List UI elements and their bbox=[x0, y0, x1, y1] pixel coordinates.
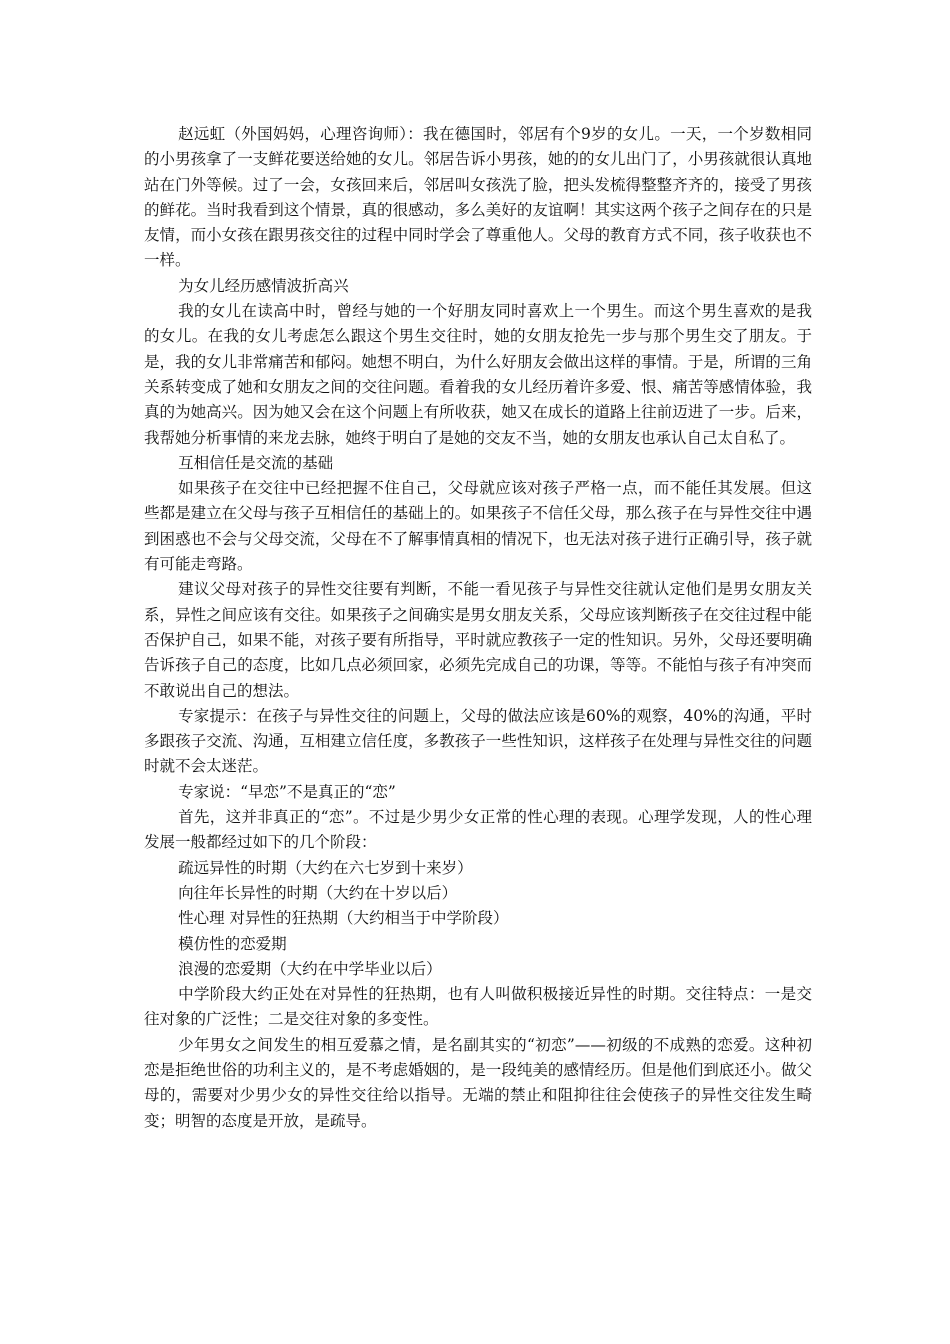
paragraph-trust: 如果孩子在交往中已经把握不住自己，父母就应该对孩子严格一点，而不能任其发展。但这些都是建立在父母与孩子互相信任的基础上的。如果孩子不信任父母，那么孩子在与异性交往中遇到困惑也不会与父母交流，父母在不了解事情真相的情况下，也无法对孩子进行正确引导，孩子就有可能走弯路。 bbox=[144, 479, 812, 574]
paragraph-first-love: 少年男女之间发生的相互爱慕之情，是名副其实的“初恋”——初级的不成熟的恋爱。这种初恋是拒绝世俗的功利主义的，是不考虑婚姻的，是一段纯美的感情经历。但是他们到底还小。做父母的，需要对少男少女的异性交往给以指导。无端的禁止和阻抑往往会使孩子的异性交往发生畸变；明智的态度是开放，是疏导。 bbox=[144, 1035, 812, 1130]
paragraph-first: 首先，这并非真正的“恋”。不过是少男少女正常的性心理的表现。心理学发现，人的性心理发展一般都经过如下的几个阶段： bbox=[144, 808, 812, 852]
paragraph-middle-school: 中学阶段大约正处在对异性的狂热期，也有人叫做积极接近异性的时期。交往特点：一是交往对象的广泛性；二是交往对象的多变性。 bbox=[144, 985, 812, 1029]
article-body bbox=[144, 122, 812, 1134]
stage-item-2: 向往年长异性的时期（大约在十岁以后） bbox=[178, 883, 458, 902]
section-heading-daughter: 为女儿经历感情波折高兴 bbox=[178, 276, 349, 295]
stage-item-4: 模仿性的恋爱期 bbox=[178, 934, 287, 953]
stage-item-5: 浪漫的恋爱期（大约在中学毕业以后） bbox=[178, 959, 442, 978]
section-heading-expert-says: 专家说：“早恋”不是真正的“恋” bbox=[178, 782, 396, 801]
paragraph-advice: 建议父母对孩子的异性交往要有判断，不能一看见孩子与异性交往就认定他们是男女朋友关系，异性之间应该有交往。如果孩子之间确实是男女朋友关系，父母应该判断孩子在交往过程中能否保护自己，如果不能，对孩子要有所指导，平时就应教孩子一定的性知识。另外，父母还要明确告诉孩子自己的态度，比如几点必须回家，必须先完成自己的功课，等等。不能怕与孩子有冲突而不敢说出自己的想法。 bbox=[144, 580, 812, 700]
paragraph-expert-tip: 专家提示：在孩子与异性交往的问题上，父母的做法应该是60%的观察，40%的沟通，平时多跟孩子交流、沟通，互相建立信任度，多教孩子一些性知识，这样孩子在处理与异性交往的问题时就不会太迷茫。 bbox=[144, 706, 812, 776]
stage-item-1: 疏远异性的时期（大约在六七岁到十来岁） bbox=[178, 858, 473, 877]
paragraph-zhao-yuanhong-story: 赵远虹（外国妈妈，心理咨询师）：我在德国时，邻居有个9岁的女儿。一天，一个岁数相同的小男孩拿了一支鲜花要送给她的女儿。邻居告诉小男孩，她的的女儿出门了，小男孩就很认真地站在门外等候。过了一会，女孩回来后，邻居叫女孩洗了脸，把头发梳得整整齐齐的，接受了男孩的鲜花。当时我看到这个情景，真的很感动，多么美好的友谊啊！其实这两个孩子之间存在的只是友情，而小女孩在跟男孩交往的过程中同时学会了尊重他人。父母的教育方式不同，孩子收获也不一样。 bbox=[144, 125, 812, 270]
stage-item-3: 性心理 对异性的狂热期（大约相当于中学阶段） bbox=[178, 909, 509, 928]
paragraph-daughter-story: 我的女儿在读高中时，曾经与她的一个好朋友同时喜欢上一个男生。而这个男生喜欢的是我的女儿。在我的女儿考虑怎么跟这个男生交往时，她的女朋友抢先一步与那个男生交了朋友。于是，我的女儿非常痛苦和郁闷。她想不明白，为什么好朋友会做出这样的事情。于是，所谓的三角关系转变成了她和女朋友之间的交往问题。看着我的女儿经历着许多爱、恨、痛苦等感情体验，我真的为她高兴。因为她又会在这个问题上有所收获，她又在成长的道路上往前迈进了一步。后来，我帮她分析事情的来龙去脉，她终于明白了是她的交友不当，她的女朋友也承认自己太自私了。 bbox=[144, 302, 812, 447]
section-heading-trust: 互相信任是交流的基础 bbox=[178, 453, 334, 472]
